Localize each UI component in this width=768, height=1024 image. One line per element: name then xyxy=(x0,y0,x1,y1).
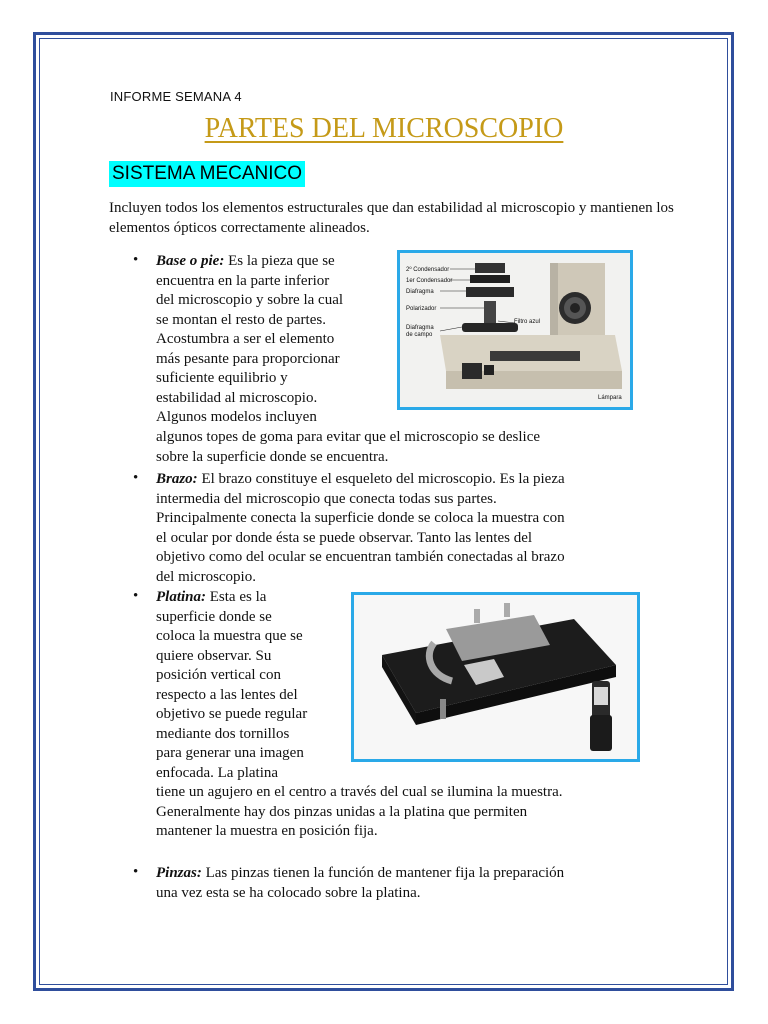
item-pinzas-line: una vez esta se ha colocado sobre la platina. xyxy=(156,884,421,901)
item-brazo-line: del microscopio. xyxy=(156,568,256,585)
item-base-line: Acostumbra a ser el elemento xyxy=(156,331,335,347)
item-platina-text: Esta es la xyxy=(206,589,267,605)
item-platina-line: mediante dos tornillos xyxy=(156,725,290,742)
label-polarizer: Polarizador xyxy=(406,306,437,312)
item-base-line: Algunos modelos incluyen xyxy=(156,409,317,425)
label-field-diaphragm-2: de campo xyxy=(406,332,433,338)
item-platina-line: tiene un agujero en el centro a través del cual se ilumina la muestra. xyxy=(156,784,563,800)
item-base-line: del microscopio y sobre la cual xyxy=(156,292,344,308)
item-pinzas-text: Las pinzas tienen la función de mantener fija la preparación xyxy=(201,865,565,881)
item-platina-line: enfocada. La platina xyxy=(156,764,279,781)
item-brazo-line: objetivo como del ocular se encuentran también conectadas al brazo xyxy=(156,549,565,565)
microscope-base-illustration xyxy=(400,253,630,407)
item-platina-line: coloca la muestra que se xyxy=(156,628,303,644)
report-header: INFORME SEMANA 4 xyxy=(110,89,242,104)
label-2nd-condenser: 2º Condensador xyxy=(406,267,450,273)
item-brazo-line: el ocular por donde ésta se puede observar. Tanto las lentes del xyxy=(156,529,533,546)
item-platina-line: Generalmente hay dos pinzas unidas a la platina que permiten xyxy=(156,803,528,820)
stage-illustration xyxy=(354,595,637,759)
label-field-diaphragm: Diafragma xyxy=(406,325,434,331)
item-base-line: suficiente equilibrio y xyxy=(156,370,288,386)
bullet-icon: • xyxy=(133,252,139,268)
item-platina-continued xyxy=(156,783,716,842)
page-title: PARTES DEL MICROSCOPIO xyxy=(204,113,564,144)
item-brazo-term: Brazo: xyxy=(156,471,198,487)
item-base-line: sobre la superficie donde se encuentra. xyxy=(156,448,389,465)
label-lamp: Lámpara xyxy=(598,395,622,401)
item-platina-line: para generar una imagen xyxy=(156,745,304,761)
item-platina-line: quiere observar. Su xyxy=(156,647,272,664)
bullet-icon: • xyxy=(133,588,139,604)
item-platina-line: mantener la muestra en posición fija. xyxy=(156,823,378,839)
item-pinzas-term: Pinzas: xyxy=(156,865,202,881)
item-platina-line: objetivo se puede regular xyxy=(156,706,308,722)
item-platina-term: Platina: xyxy=(156,589,207,605)
item-base-line: se montan el resto de partes. xyxy=(156,311,326,328)
item-platina-line: superficie donde se xyxy=(156,608,272,625)
item-base-line: más pesante para proporcionar xyxy=(156,350,340,367)
item-platina xyxy=(156,588,336,783)
item-pinzas xyxy=(156,864,716,903)
label-1st-condenser: 1er Condensador xyxy=(406,278,453,284)
item-pinzas-line xyxy=(156,864,716,884)
item-platina-line: posición vertical con xyxy=(156,667,281,683)
item-platina-line: respecto a las lentes del xyxy=(156,686,298,703)
item-base-term: Base o pie: xyxy=(156,253,225,269)
bullet-icon: • xyxy=(133,864,139,880)
item-base-continued xyxy=(156,428,716,467)
label-diaphragm: Diafragma xyxy=(406,289,434,295)
microscope-base-photo xyxy=(397,250,633,410)
item-brazo-text: El brazo constituye el esqueleto del microscopio. Es la pieza xyxy=(197,471,565,487)
item-base-line: estabilidad al microscopio. xyxy=(156,389,318,406)
item-base xyxy=(156,252,401,428)
item-brazo xyxy=(156,470,726,587)
section-heading: SISTEMA MECANICO xyxy=(109,161,305,187)
item-base-line xyxy=(156,252,401,272)
intro-paragraph: Incluyen todos los elementos estructurales que dan estabilidad al microscopio y mantienen los elementos ópticos correctamente alineados. xyxy=(109,200,674,236)
label-blue-filter: Filtro azul xyxy=(514,319,541,325)
stage-photo xyxy=(351,592,640,762)
item-brazo-line xyxy=(156,470,726,490)
item-platina-line xyxy=(156,588,336,608)
item-brazo-line: intermedia del microscopio que conecta todas sus partes. xyxy=(156,490,497,507)
bullet-icon: • xyxy=(133,470,139,486)
item-base-line: algunos topes de goma para evitar que el microscopio se deslice xyxy=(156,429,541,445)
item-brazo-line: Principalmente conecta la superficie donde se coloca la muestra con xyxy=(156,510,565,526)
item-base-text: Es la pieza que se xyxy=(224,253,335,269)
item-base-line: encuentra en la parte inferior xyxy=(156,272,330,289)
